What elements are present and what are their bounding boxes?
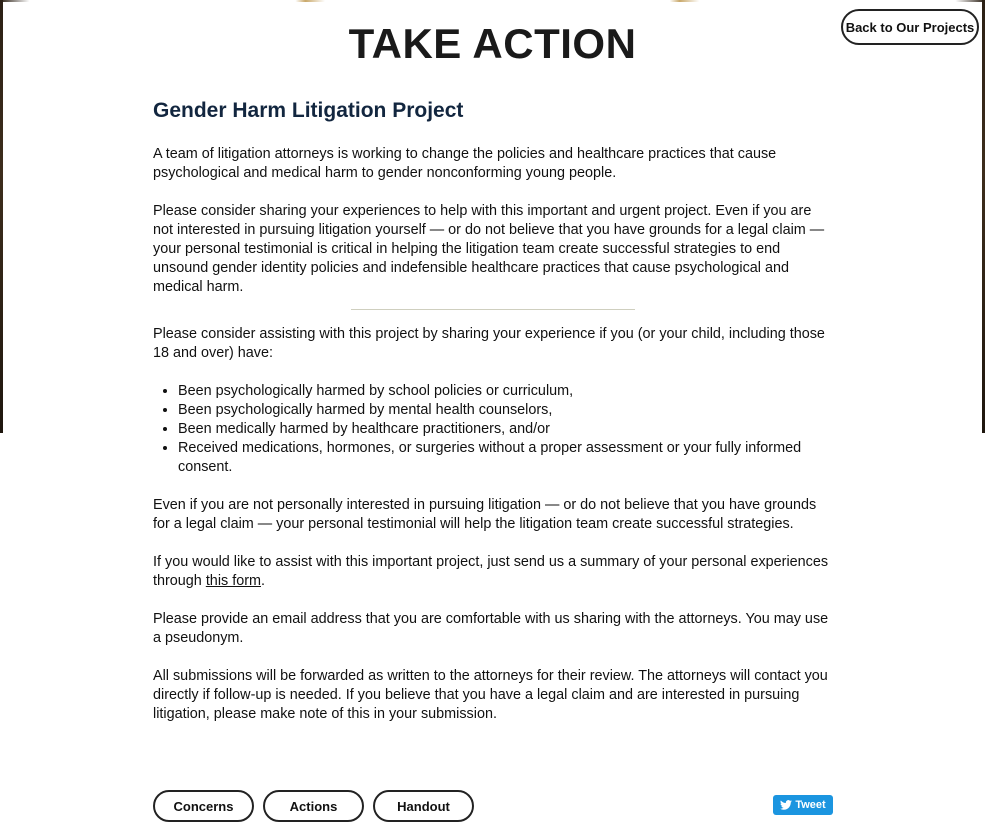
email-note-paragraph: Please provide an email address that you are comfortable with us sharing with the attorneys. You may use a pseudonym. xyxy=(153,611,829,646)
assist-paragraph xyxy=(153,553,833,591)
list-item: • Been medically harmed by healthcare practitioners, and/or xyxy=(178,420,833,439)
even-if-paragraph: Even if you are not personally interested in pursuing litigation — or do not believe that you have grounds for a legal claim — your personal testimonial will help the litigation team create successful strategies. xyxy=(153,497,817,532)
intro-paragraph: A team of litigation attorneys is working to change the policies and healthcare practices that cause psychological and medical harm to gender nonconforming young people. xyxy=(153,146,777,181)
actions-button[interactable]: Actions xyxy=(263,790,364,822)
project-content xyxy=(153,96,833,724)
background-strip xyxy=(0,0,985,2)
back-to-projects-button[interactable]: Back to Our Projects xyxy=(841,9,979,45)
assist-suffix-text: . xyxy=(261,573,265,589)
list-item: • Been psychologically harmed by school policies or curriculum, xyxy=(178,382,833,401)
submissions-note-paragraph: All submissions will be forwarded as written to the attorneys for their review. The attorneys will contact you directly if follow-up is needed. If you believe that you have a legal claim and are interested in pursuing litigation, please make note of this in your submission. xyxy=(153,668,828,722)
harms-list xyxy=(153,382,833,477)
tweet-label: Tweet xyxy=(795,799,826,811)
handout-button[interactable]: Handout xyxy=(373,790,474,822)
tweet-button[interactable] xyxy=(773,795,833,815)
concerns-button[interactable]: Concerns xyxy=(153,790,254,822)
project-heading: Gender Harm Litigation Project xyxy=(153,99,464,122)
list-item: • Been psychologically harmed by mental health counselors, xyxy=(178,401,833,420)
page-title: TAKE ACTION xyxy=(348,20,637,67)
consider-sharing-paragraph: Please consider sharing your experiences to help with this important and urgent project. Even if you are not interested in pursuing litigation yourself — or do not believe that you have grounds for a legal claim — your personal testimonial is critical in helping the litigation team create successful strategies to end unsound gender identity policies and indefensible healthcare practices that cause psychological and medical harm. xyxy=(153,203,825,295)
assist-prefix-text: If you would like to assist with this important project, just send us a summary of your personal experiences through xyxy=(153,554,829,589)
list-item: • Received medications, hormones, or surgeries without a proper assessment or your fully informed consent. xyxy=(178,439,833,477)
twitter-bird-icon xyxy=(780,800,792,810)
assist-intro-paragraph: Please consider assisting with this project by sharing your experience if you (or your child, including those 18 and over) have: xyxy=(153,326,825,361)
section-divider xyxy=(351,309,635,310)
submission-form-link[interactable]: this form xyxy=(205,573,261,589)
